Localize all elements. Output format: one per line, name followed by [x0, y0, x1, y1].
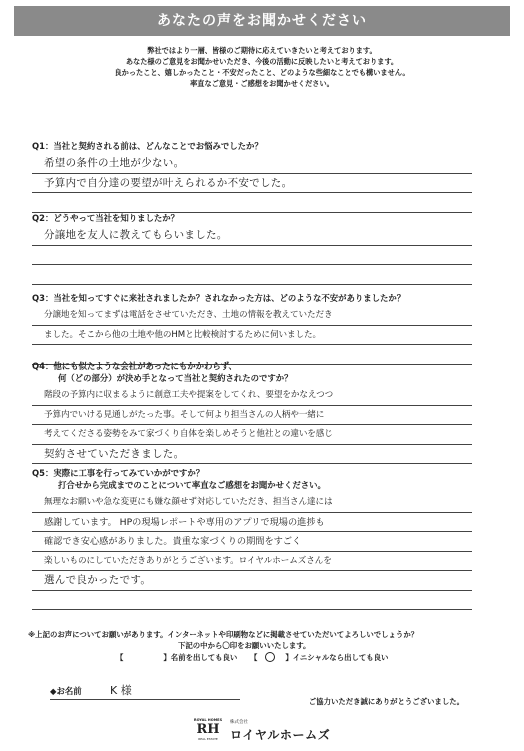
bracket-open: 【 [250, 653, 258, 662]
answer-line [32, 265, 472, 285]
question-5 [32, 467, 472, 610]
answer-line [32, 246, 472, 266]
question-title: Q5：実際に工事を行ってみていかがですか？ [32, 468, 205, 478]
answer-line: 予算内でいける見通しがたった事。そして何より担当さんの人柄や一緒に [32, 406, 472, 426]
answer-line [32, 591, 472, 611]
name-label: ◆お名前 [50, 686, 82, 696]
brand-small-text: ROYAL HOMES [193, 718, 223, 722]
question-subtitle: 打合せから完成までのことについて率直なご感想をお聞かせください。 [58, 480, 326, 490]
answer-line: 感謝しています。 HPの現場レポートや専用のアプリで現場の進捗も [32, 513, 472, 533]
bracket-open: 【 [116, 653, 124, 662]
answer-line: ました。そこから他の土地や他のHMと比較検討するために伺いました。 [32, 326, 472, 346]
choice-initial-ok[interactable] [250, 652, 388, 663]
thanks-text: ご協力いただき誠にありがとうございました。 [308, 697, 464, 706]
question-1 [32, 140, 472, 213]
answer-line: 階段の予算内に収まるように創意工夫や提案をしてくれ、要望をかなえつつ [32, 386, 472, 406]
logo-est-text: REAL ESTATE [198, 737, 218, 741]
notice-line: 下記の中から〇印をお願いいたします。 [178, 641, 311, 650]
answer-line: 無理なお願いや急な変更にも嫌な顔せず対応していただき、担当さん達には [32, 493, 472, 513]
answer-line: 予算内で自分達の要望が叶えられるか不安でした。 [32, 174, 472, 194]
answer-line: 契約させていただきました。 [32, 445, 472, 465]
answer-line: 考えてくださる姿勢をみて家づくり自体を楽しめそうと他社との違いを感じ [32, 425, 472, 445]
company-name: ロイヤルホームズ [230, 728, 331, 742]
question-3 [32, 292, 472, 365]
intro-line: 率直なご意見・ご感想をお聞かせください。 [190, 79, 334, 88]
company-prefix: 株式会社 [230, 720, 248, 725]
question-title: Q4：他にも似たような会社があったにもかかわらず、 [32, 361, 237, 371]
publication-notice [28, 629, 498, 651]
page-title: あなたの声をお聞かせください [14, 6, 510, 36]
choice-name-ok[interactable] [116, 652, 237, 663]
answer-line: 確認でき安心感がありました。貴重な家づくりの期間をすごく [32, 532, 472, 552]
answer-line: 楽しいものにしていただきありがとうございます。ロイヤルホームズさんを [32, 552, 472, 572]
answer-line [32, 193, 472, 213]
choice-label: 】名前を出しても良い [163, 653, 238, 662]
logo-monogram: RH [196, 722, 220, 737]
question-title: Q3：当社を知ってすぐに来社されましたか？されなかった方は、どのような不安がありましたか？ [32, 293, 406, 303]
name-value: K 様 [110, 684, 132, 697]
intro-text [20, 45, 504, 89]
selected-circle-mark [265, 652, 275, 662]
intro-line: あなた様のご意見をお聞かせいただき、今後の活動に反映したいと考えております。 [125, 57, 399, 66]
intro-line: 良かったこと、嬉しかったこと・不安だったこと、どのような些細なことでも構いません。 [114, 68, 410, 77]
answer-line: 分譲地を友人に教えてもらいました。 [32, 226, 472, 246]
answer-line: 選んで良かったです。 [32, 571, 472, 591]
notice-line: ※上記のお声についてお願いがあります。インターネットや印刷物などに掲載させていただいてよろしいでしょうか？ [28, 630, 419, 639]
intro-line: 弊社ではより一層、皆様のご期待に応えていきたいと考えております。 [147, 46, 377, 55]
question-subtitle: 何（どの部分）が決め手となって当社と契約されたのですか？ [58, 373, 293, 383]
royal-homes-logo-mark [190, 718, 226, 744]
name-field [50, 683, 240, 700]
question-title: Q2：どうやって当社を知りましたか？ [32, 213, 179, 223]
answer-line: 希望の条件の土地が少ない。 [32, 154, 472, 174]
question-4 [32, 360, 472, 464]
answer-line: 分譲地を知ってまずは電話をさせていただき、土地の情報を教えていただき [32, 306, 472, 326]
choice-label: 】イニシャルなら出しても良い [285, 653, 389, 662]
question-title: Q1：当社と契約される前は、どんなことでお悩みでしたか？ [32, 141, 263, 151]
question-2 [32, 212, 472, 285]
